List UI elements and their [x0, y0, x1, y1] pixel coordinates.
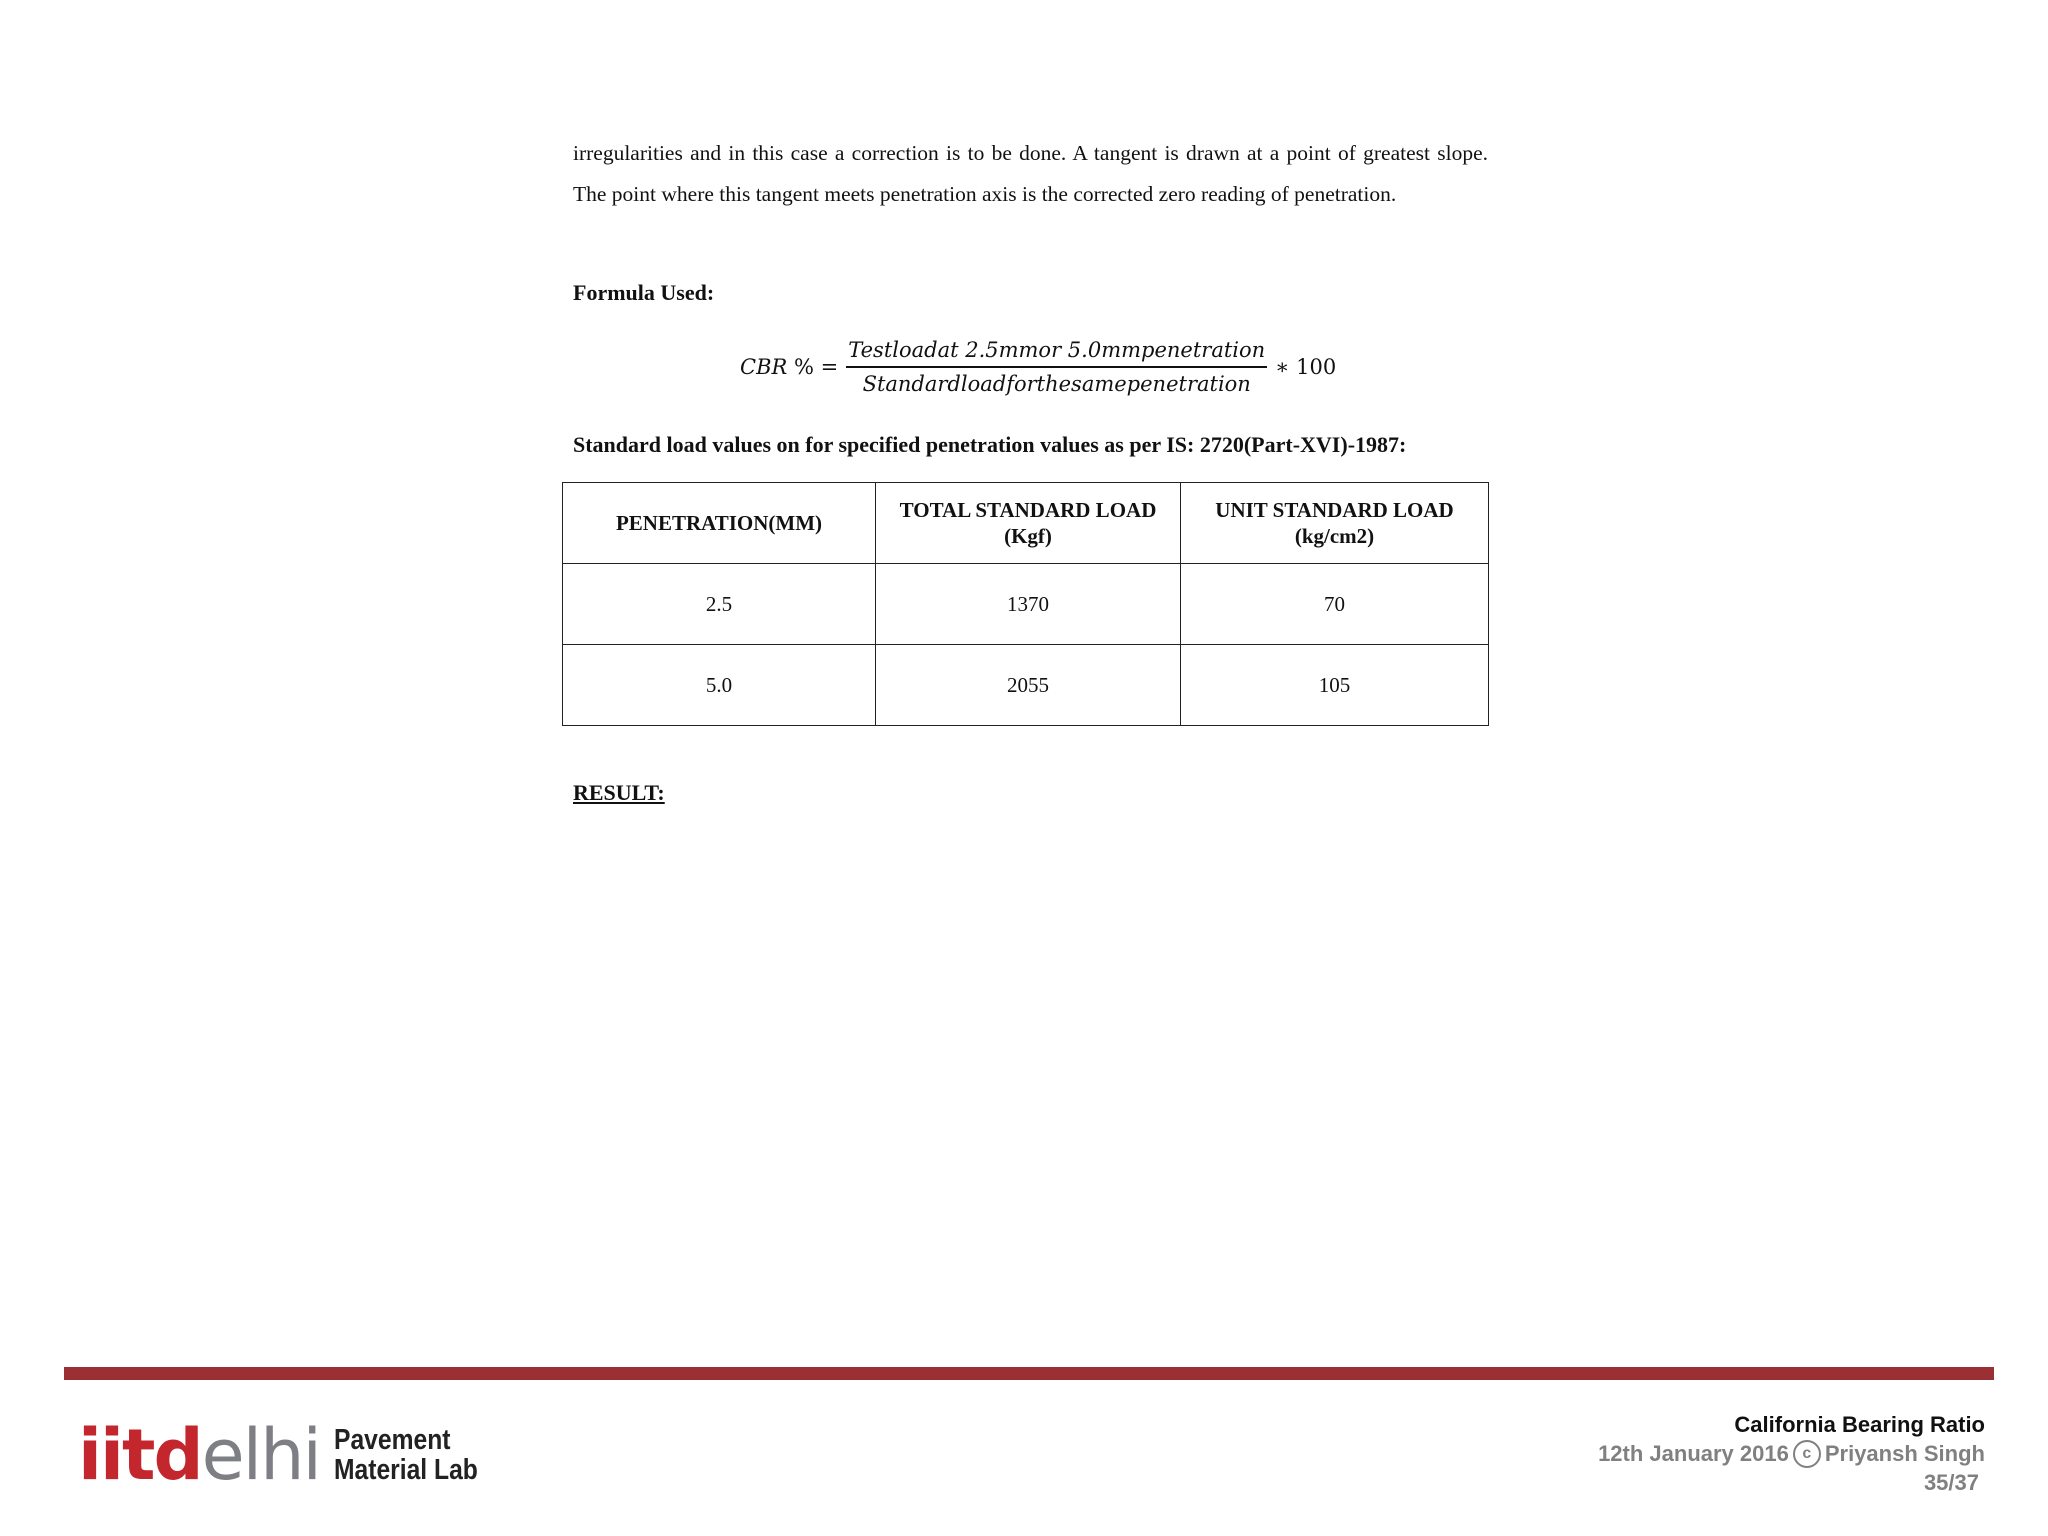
footer-title: California Bearing Ratio — [1734, 1412, 1985, 1437]
table-header-row — [563, 483, 1489, 564]
cell-penetration: 5.0 — [563, 645, 876, 726]
formula-numerator: Testloadat 2.5mmor 5.0mmpenetration — [846, 338, 1267, 368]
body-paragraph: irregularities and in this case a correction is to be done. A tangent is drawn at a point of greatest slope. The point where this tangent meets penetration axis is the corrected zero reading of penetration. — [573, 141, 1488, 206]
logo-wordmark — [78, 1414, 320, 1496]
formula-lhs-pct: % = — [794, 355, 839, 379]
formula-lhs — [740, 355, 838, 379]
formula-fraction — [846, 338, 1267, 396]
page-number: 35/37 — [1923, 1470, 1979, 1495]
standard-load-table — [562, 482, 1489, 726]
cell-unit-load: 70 — [1181, 564, 1489, 645]
standard-load-heading: Standard load values on for specified penetration values as per IS: 2720(Part-XVI)-1987: — [573, 432, 1407, 457]
formula-lhs-var: CBR — [740, 355, 788, 379]
footer-meta — [1598, 1439, 1985, 1468]
logo-iit: iitd — [78, 1414, 202, 1496]
formula-heading: Formula Used: — [573, 280, 715, 305]
cbr-formula — [740, 338, 1336, 396]
lab-name — [334, 1425, 478, 1485]
footer-author: Priyansh Singh — [1824, 1441, 1985, 1466]
lab-name-line1: Pavement — [333, 1424, 451, 1456]
logo-delhi: elhi — [201, 1414, 320, 1496]
iitdelhi-logo — [78, 1414, 503, 1496]
formula-denominator: Standardloadforthesamepenetration — [862, 372, 1251, 396]
footer-date: 12th January 2016 — [1598, 1441, 1789, 1466]
formula-rhs: ∗ 100 — [1275, 355, 1337, 379]
header-penetration: PENETRATION(MM) — [563, 483, 876, 564]
table-row — [563, 645, 1489, 726]
cell-total-load: 2055 — [876, 645, 1181, 726]
header-unit-standard-load: UNIT STANDARD LOAD (kg/cm2) — [1181, 483, 1489, 564]
copyright-icon: c — [1793, 1440, 1821, 1468]
cell-total-load: 1370 — [876, 564, 1181, 645]
lab-name-line2: Material Lab — [333, 1454, 478, 1486]
footer-info — [1598, 1410, 1985, 1497]
footer-divider — [64, 1367, 1994, 1380]
header-total-standard-load: TOTAL STANDARD LOAD (Kgf) — [876, 483, 1181, 564]
result-heading: RESULT: — [573, 780, 665, 805]
cell-unit-load: 105 — [1181, 645, 1489, 726]
cell-penetration: 2.5 — [563, 564, 876, 645]
table-row — [563, 564, 1489, 645]
